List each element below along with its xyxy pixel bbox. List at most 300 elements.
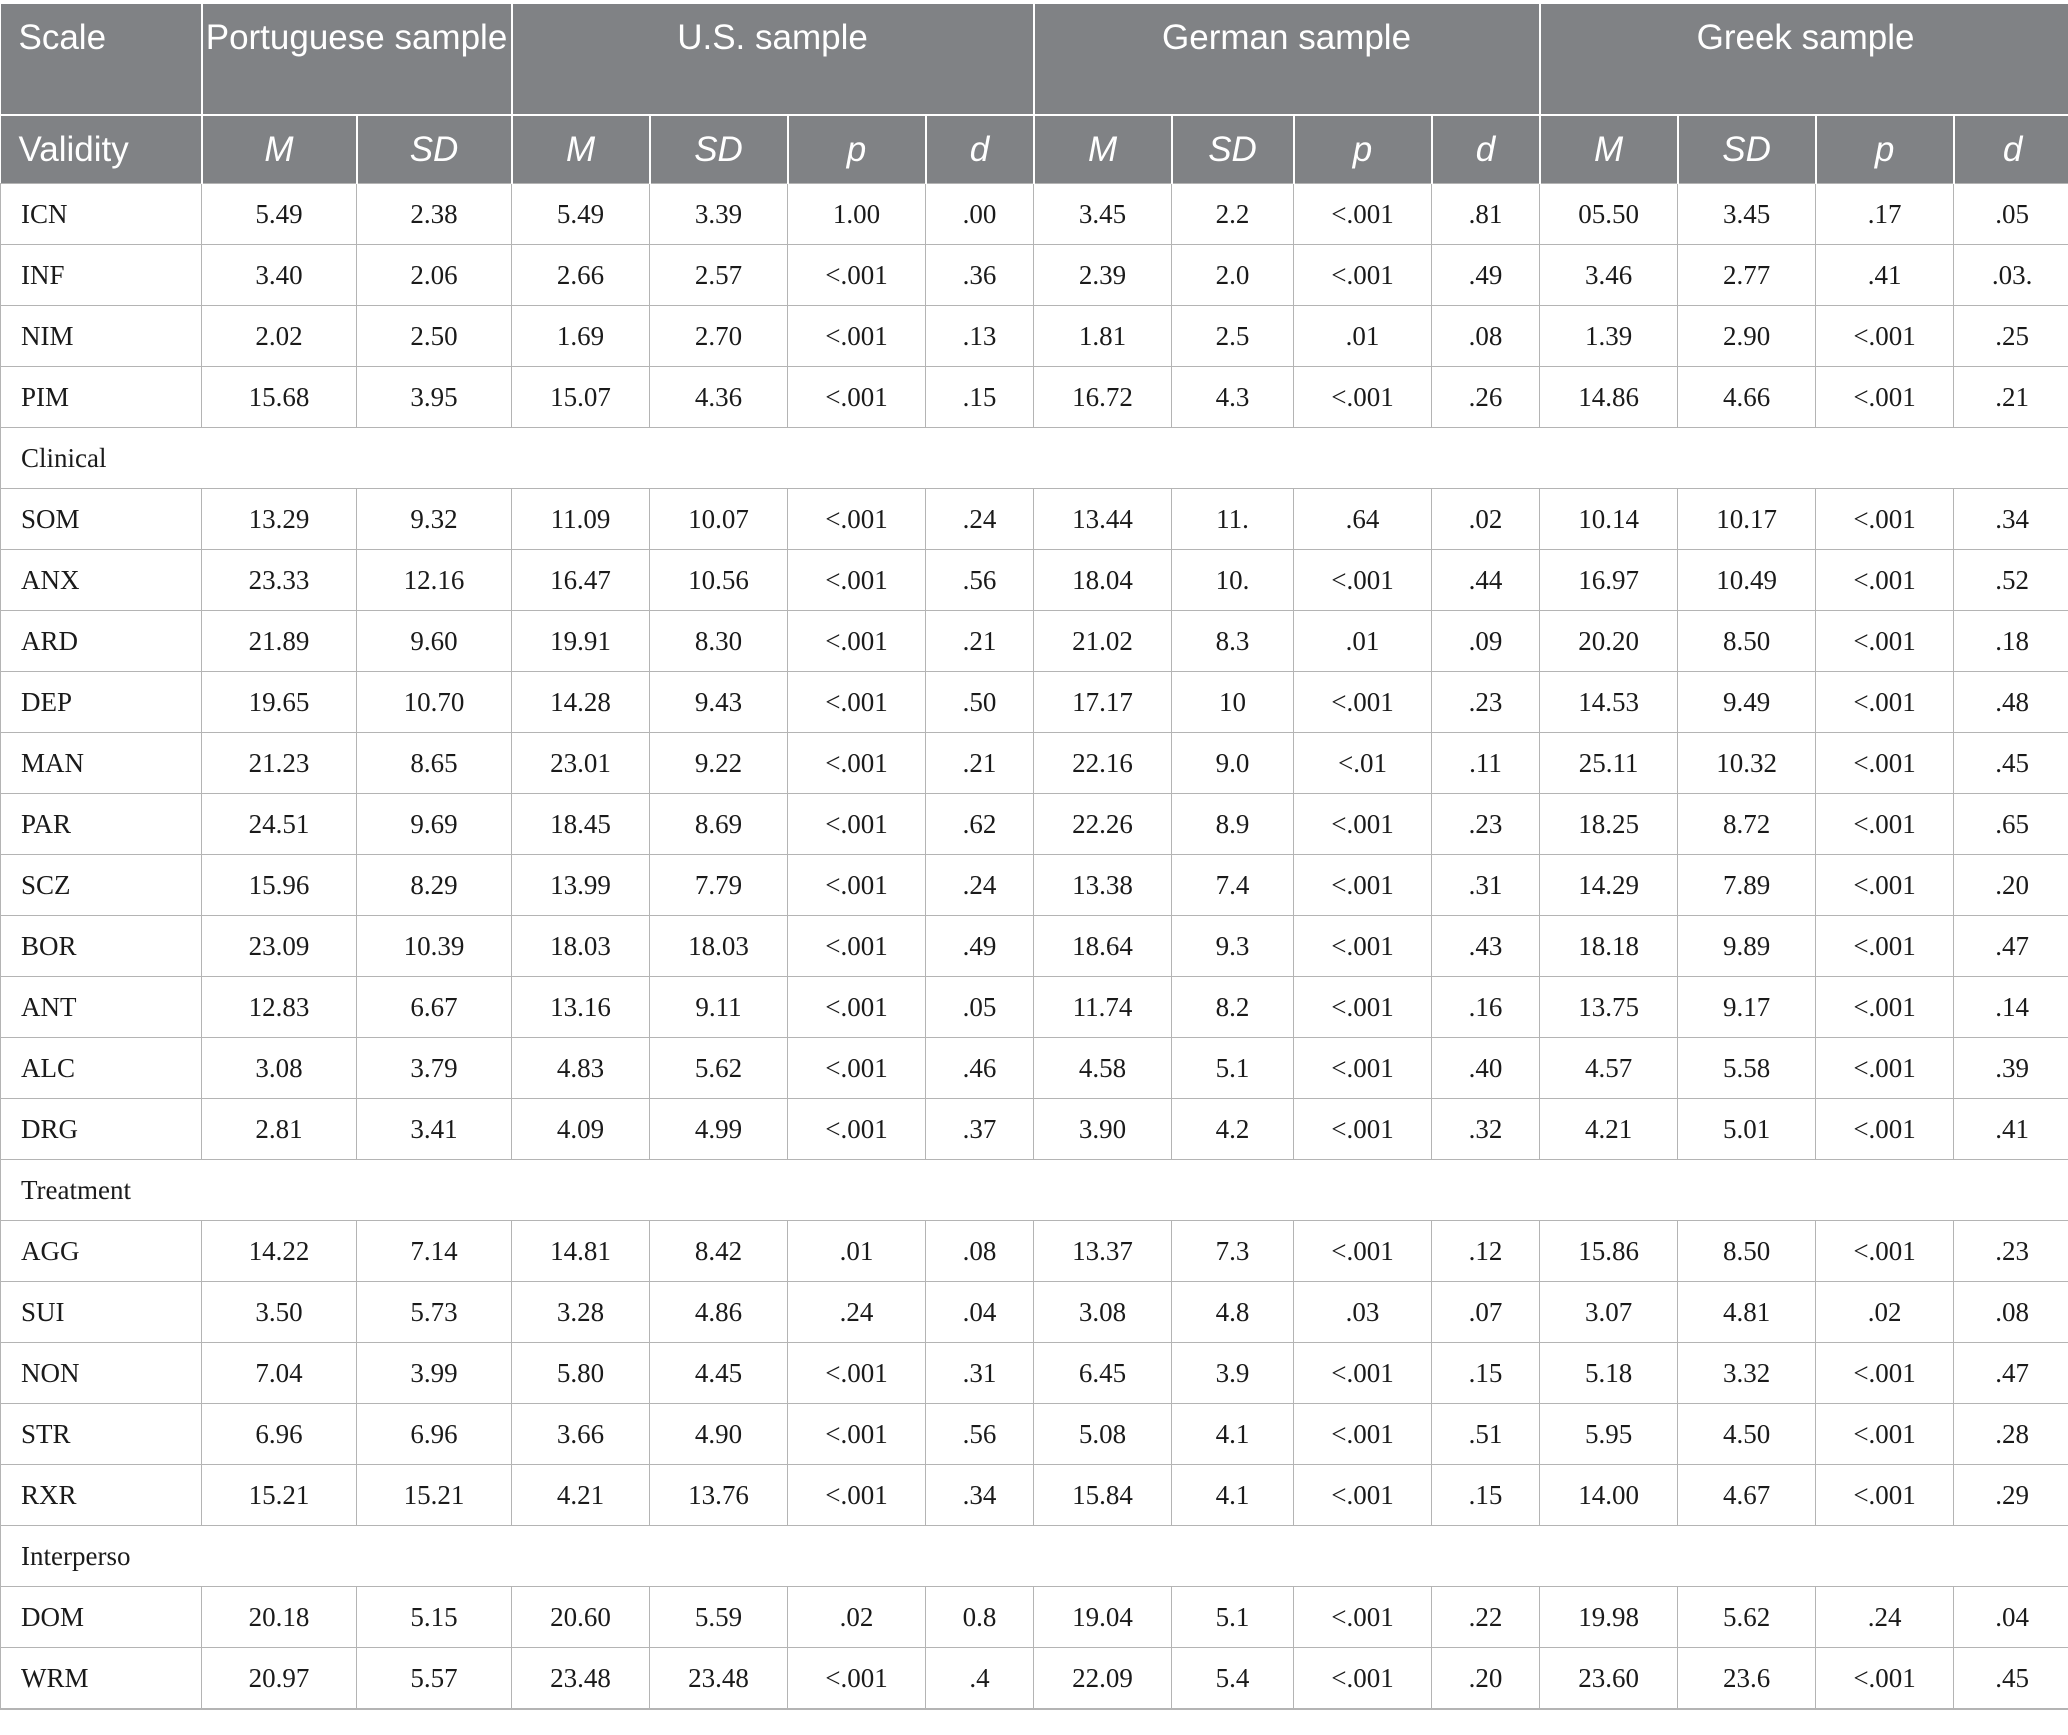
table-row [1, 611, 2068, 672]
header-row-groups [1, 4, 2068, 115]
table-cell: <.001 [1816, 489, 1954, 550]
table-cell: .17 [1816, 184, 1954, 245]
table-row [1, 306, 2068, 367]
table-cell: .03. [1954, 245, 2068, 306]
table-body [1, 184, 2068, 1710]
table-cell: .01 [1294, 306, 1432, 367]
table-cell: .16 [1432, 977, 1540, 1038]
table-cell: .15 [926, 367, 1034, 428]
table-cell: 7.4 [1172, 855, 1294, 916]
table-cell: 20.97 [202, 1648, 357, 1710]
table-row [1, 916, 2068, 977]
table-cell: 3.39 [650, 184, 788, 245]
table-row [1, 1587, 2068, 1648]
table-cell: <.001 [788, 672, 926, 733]
table-header [1, 4, 2068, 184]
table-cell: <.001 [788, 367, 926, 428]
table-cell: 1.00 [788, 184, 926, 245]
table-cell: .02 [788, 1587, 926, 1648]
table-cell: 12.83 [202, 977, 357, 1038]
header-group-portuguese: Portuguese sample [202, 4, 512, 115]
table-cell: 2.39 [1034, 245, 1172, 306]
row-label: SUI [1, 1282, 202, 1343]
table-cell: 9.17 [1678, 977, 1816, 1038]
table-cell: 8.65 [357, 733, 512, 794]
table-cell: 9.60 [357, 611, 512, 672]
table-cell: 25.11 [1540, 733, 1678, 794]
table-cell: .08 [1954, 1282, 2068, 1343]
table-cell: 5.01 [1678, 1099, 1816, 1160]
table-cell: 2.66 [512, 245, 650, 306]
header-scale: Scale [1, 4, 202, 115]
table-cell: 6.45 [1034, 1343, 1172, 1404]
header-stat: M [1540, 115, 1678, 184]
table-cell: 3.40 [202, 245, 357, 306]
table-cell: <.001 [1294, 672, 1432, 733]
table-cell: <.001 [1816, 1465, 1954, 1526]
table-cell: 3.46 [1540, 245, 1678, 306]
table-cell: <.001 [1816, 611, 1954, 672]
table-cell: .22 [1432, 1587, 1540, 1648]
table-cell: <.001 [1294, 367, 1432, 428]
header-stat: M [512, 115, 650, 184]
row-label: ALC [1, 1038, 202, 1099]
table-cell: 19.98 [1540, 1587, 1678, 1648]
table-cell: 4.99 [650, 1099, 788, 1160]
table-cell: .24 [788, 1282, 926, 1343]
table-cell: .21 [926, 733, 1034, 794]
table-cell: .08 [926, 1221, 1034, 1282]
row-label: ANT [1, 977, 202, 1038]
table-cell: 2.0 [1172, 245, 1294, 306]
table-cell: .26 [1432, 367, 1540, 428]
table-cell: .01 [788, 1221, 926, 1282]
table-cell: 8.29 [357, 855, 512, 916]
table-cell: .28 [1954, 1404, 2068, 1465]
table-cell: <.001 [788, 306, 926, 367]
section-label: Interperso [1, 1526, 2068, 1587]
table-cell: 8.50 [1678, 1221, 1816, 1282]
table-cell: 14.22 [202, 1221, 357, 1282]
table-row [1, 184, 2068, 245]
table-cell: <.001 [1294, 1465, 1432, 1526]
table-cell: 8.9 [1172, 794, 1294, 855]
header-row-stats [1, 115, 2068, 184]
table-cell: 9.32 [357, 489, 512, 550]
table-cell: .50 [926, 672, 1034, 733]
table-row [1, 672, 2068, 733]
table-cell: 3.41 [357, 1099, 512, 1160]
table-cell: 8.69 [650, 794, 788, 855]
table-cell: 5.1 [1172, 1038, 1294, 1099]
table-cell: <.001 [1294, 916, 1432, 977]
table-container [0, 4, 2068, 1710]
table-cell: 21.89 [202, 611, 357, 672]
table-cell: 4.81 [1678, 1282, 1816, 1343]
table-cell: .41 [1816, 245, 1954, 306]
table-cell: 3.32 [1678, 1343, 1816, 1404]
table-cell: 4.90 [650, 1404, 788, 1465]
table-cell: .45 [1954, 733, 2068, 794]
row-label: BOR [1, 916, 202, 977]
table-cell: 23.01 [512, 733, 650, 794]
table-cell: 10.14 [1540, 489, 1678, 550]
table-cell: <.001 [1294, 855, 1432, 916]
header-stat: SD [650, 115, 788, 184]
table-cell: 16.72 [1034, 367, 1172, 428]
table-cell: .36 [926, 245, 1034, 306]
table-cell: 5.18 [1540, 1343, 1678, 1404]
table-cell: 23.48 [512, 1648, 650, 1710]
table-cell: 5.73 [357, 1282, 512, 1343]
table-cell: 13.99 [512, 855, 650, 916]
table-cell: 7.3 [1172, 1221, 1294, 1282]
table-row [1, 977, 2068, 1038]
table-cell: <.001 [1294, 1587, 1432, 1648]
table-cell: 10. [1172, 550, 1294, 611]
table-cell: .09 [1432, 611, 1540, 672]
table-cell: .15 [1432, 1343, 1540, 1404]
table-cell: .02 [1816, 1282, 1954, 1343]
table-cell: .05 [926, 977, 1034, 1038]
table-cell: 13.29 [202, 489, 357, 550]
table-row [1, 1343, 2068, 1404]
table-cell: .01 [1294, 611, 1432, 672]
section-row [1, 428, 2068, 489]
table-cell: .39 [1954, 1038, 2068, 1099]
table-cell: <.001 [788, 1648, 926, 1710]
table-cell: 3.28 [512, 1282, 650, 1343]
table-row [1, 489, 2068, 550]
table-cell: 7.14 [357, 1221, 512, 1282]
table-cell: <.001 [1816, 550, 1954, 611]
header-stat: p [788, 115, 926, 184]
table-cell: .21 [1954, 367, 2068, 428]
table-cell: <.001 [1816, 733, 1954, 794]
table-cell: 6.67 [357, 977, 512, 1038]
table-cell: 19.91 [512, 611, 650, 672]
table-cell: 18.03 [650, 916, 788, 977]
table-cell: 05.50 [1540, 184, 1678, 245]
table-cell: .4 [926, 1648, 1034, 1710]
table-cell: .52 [1954, 550, 2068, 611]
table-cell: 1.69 [512, 306, 650, 367]
table-cell: .21 [926, 611, 1034, 672]
table-cell: 10 [1172, 672, 1294, 733]
table-cell: <.001 [1294, 1343, 1432, 1404]
table-cell: .47 [1954, 916, 2068, 977]
table-cell: 18.03 [512, 916, 650, 977]
header-stat: d [926, 115, 1034, 184]
section-row [1, 1526, 2068, 1587]
row-label: INF [1, 245, 202, 306]
table-cell: 11. [1172, 489, 1294, 550]
table-cell: 5.58 [1678, 1038, 1816, 1099]
table-cell: <.001 [788, 855, 926, 916]
table-cell: 8.3 [1172, 611, 1294, 672]
table-cell: 9.11 [650, 977, 788, 1038]
header-stat: SD [1678, 115, 1816, 184]
table-cell: <.001 [788, 489, 926, 550]
table-cell: <.001 [1294, 794, 1432, 855]
table-cell: 3.99 [357, 1343, 512, 1404]
table-row [1, 550, 2068, 611]
row-label: PIM [1, 367, 202, 428]
table-cell: 9.43 [650, 672, 788, 733]
table-cell: 2.50 [357, 306, 512, 367]
table-cell: 3.95 [357, 367, 512, 428]
table-cell: 18.25 [1540, 794, 1678, 855]
table-cell: <.001 [788, 1038, 926, 1099]
table-cell: <.001 [1816, 1099, 1954, 1160]
table-cell: 17.17 [1034, 672, 1172, 733]
table-cell: 11.74 [1034, 977, 1172, 1038]
table-cell: 23.48 [650, 1648, 788, 1710]
table-cell: 8.72 [1678, 794, 1816, 855]
table-cell: 14.86 [1540, 367, 1678, 428]
table-cell: .13 [926, 306, 1034, 367]
table-row [1, 1648, 2068, 1710]
table-cell: 20.60 [512, 1587, 650, 1648]
table-cell: 6.96 [357, 1404, 512, 1465]
table-cell: .65 [1954, 794, 2068, 855]
header-stat: d [1432, 115, 1540, 184]
table-cell: .49 [1432, 245, 1540, 306]
table-cell: .08 [1432, 306, 1540, 367]
table-cell: 5.1 [1172, 1587, 1294, 1648]
table-cell: 2.06 [357, 245, 512, 306]
table-cell: 9.0 [1172, 733, 1294, 794]
table-cell: <.001 [1816, 306, 1954, 367]
table-cell: 3.90 [1034, 1099, 1172, 1160]
header-stat: SD [357, 115, 512, 184]
row-label: SOM [1, 489, 202, 550]
table-cell: <.001 [1294, 977, 1432, 1038]
table-cell: .02 [1432, 489, 1540, 550]
table-cell: 4.67 [1678, 1465, 1816, 1526]
table-cell: 4.86 [650, 1282, 788, 1343]
table-cell: 5.49 [512, 184, 650, 245]
table-cell: .32 [1432, 1099, 1540, 1160]
row-label: SCZ [1, 855, 202, 916]
table-cell: 23.6 [1678, 1648, 1816, 1710]
header-stat: p [1294, 115, 1432, 184]
table-cell: 18.04 [1034, 550, 1172, 611]
table-cell: .43 [1432, 916, 1540, 977]
table-row [1, 1038, 2068, 1099]
table-cell: .14 [1954, 977, 2068, 1038]
table-cell: .03 [1294, 1282, 1432, 1343]
table-cell: 22.16 [1034, 733, 1172, 794]
table-cell: <.001 [1816, 1648, 1954, 1710]
table-cell: .64 [1294, 489, 1432, 550]
table-cell: .49 [926, 916, 1034, 977]
table-cell: 5.08 [1034, 1404, 1172, 1465]
table-cell: <.001 [788, 1404, 926, 1465]
table-cell: 5.80 [512, 1343, 650, 1404]
table-cell: .47 [1954, 1343, 2068, 1404]
table-cell: 3.08 [202, 1038, 357, 1099]
row-label: PAR [1, 794, 202, 855]
table-cell: 2.38 [357, 184, 512, 245]
table-cell: 22.09 [1034, 1648, 1172, 1710]
table-cell: 15.84 [1034, 1465, 1172, 1526]
table-cell: 4.1 [1172, 1465, 1294, 1526]
row-label: AGG [1, 1221, 202, 1282]
table-cell: .48 [1954, 672, 2068, 733]
row-label: WRM [1, 1648, 202, 1710]
table-cell: 5.49 [202, 184, 357, 245]
table-cell: 6.96 [202, 1404, 357, 1465]
table-cell: 8.2 [1172, 977, 1294, 1038]
table-cell: 3.07 [1540, 1282, 1678, 1343]
table-cell: 20.18 [202, 1587, 357, 1648]
table-cell: 4.45 [650, 1343, 788, 1404]
row-label: ANX [1, 550, 202, 611]
table-cell: 3.45 [1034, 184, 1172, 245]
table-cell: 5.15 [357, 1587, 512, 1648]
table-cell: 4.09 [512, 1099, 650, 1160]
table-cell: 13.76 [650, 1465, 788, 1526]
table-cell: 13.75 [1540, 977, 1678, 1038]
table-cell: 1.39 [1540, 306, 1678, 367]
row-label: NON [1, 1343, 202, 1404]
table-row [1, 794, 2068, 855]
table-cell: 23.33 [202, 550, 357, 611]
table-cell: .62 [926, 794, 1034, 855]
table-cell: 14.29 [1540, 855, 1678, 916]
row-label: NIM [1, 306, 202, 367]
table-cell: <.001 [1816, 367, 1954, 428]
table-cell: .12 [1432, 1221, 1540, 1282]
table-cell: <.001 [1294, 1404, 1432, 1465]
table-cell: <.001 [1294, 550, 1432, 611]
table-cell: 5.95 [1540, 1404, 1678, 1465]
table-cell: 2.2 [1172, 184, 1294, 245]
row-label: RXR [1, 1465, 202, 1526]
table-cell: 21.23 [202, 733, 357, 794]
table-cell: 9.89 [1678, 916, 1816, 977]
section-row [1, 1160, 2068, 1221]
table-cell: 14.53 [1540, 672, 1678, 733]
row-label: DOM [1, 1587, 202, 1648]
table-cell: <.01 [1294, 733, 1432, 794]
header-group-german: German sample [1034, 4, 1540, 115]
table-cell: 18.45 [512, 794, 650, 855]
table-cell: .56 [926, 550, 1034, 611]
table-cell: .05 [1954, 184, 2068, 245]
table-cell: 22.26 [1034, 794, 1172, 855]
table-cell: .34 [1954, 489, 2068, 550]
table-cell: .18 [1954, 611, 2068, 672]
table-cell: .00 [926, 184, 1034, 245]
table-row [1, 1282, 2068, 1343]
table-cell: <.001 [1816, 1038, 1954, 1099]
table-cell: <.001 [788, 245, 926, 306]
table-cell: 2.77 [1678, 245, 1816, 306]
row-label: ARD [1, 611, 202, 672]
table-cell: 4.21 [512, 1465, 650, 1526]
header-stat: M [1034, 115, 1172, 184]
table-cell: 14.81 [512, 1221, 650, 1282]
table-cell: 13.37 [1034, 1221, 1172, 1282]
header-validity: Validity [1, 115, 202, 184]
header-group-greek: Greek sample [1540, 4, 2068, 115]
table-cell: .31 [1432, 855, 1540, 916]
table-cell: <.001 [1816, 977, 1954, 1038]
table-cell: 7.79 [650, 855, 788, 916]
table-cell: 10.56 [650, 550, 788, 611]
table-cell: .24 [926, 855, 1034, 916]
row-label: STR [1, 1404, 202, 1465]
table-cell: 13.44 [1034, 489, 1172, 550]
table-cell: 3.66 [512, 1404, 650, 1465]
table-cell: 0.8 [926, 1587, 1034, 1648]
table-cell: .25 [1954, 306, 2068, 367]
table-cell: <.001 [1294, 1038, 1432, 1099]
table-cell: .23 [1432, 794, 1540, 855]
table-cell: .46 [926, 1038, 1034, 1099]
comparison-table [0, 4, 2068, 1710]
table-cell: 2.57 [650, 245, 788, 306]
table-cell: .04 [926, 1282, 1034, 1343]
table-cell: .41 [1954, 1099, 2068, 1160]
table-row [1, 245, 2068, 306]
header-stat: M [202, 115, 357, 184]
table-row [1, 733, 2068, 794]
table-cell: 15.21 [357, 1465, 512, 1526]
table-cell: 15.86 [1540, 1221, 1678, 1282]
table-cell: <.001 [788, 916, 926, 977]
table-cell: .23 [1432, 672, 1540, 733]
table-cell: 4.50 [1678, 1404, 1816, 1465]
table-cell: .37 [926, 1099, 1034, 1160]
table-cell: <.001 [788, 733, 926, 794]
table-cell: 19.65 [202, 672, 357, 733]
table-cell: 9.69 [357, 794, 512, 855]
table-row [1, 1221, 2068, 1282]
table-cell: .11 [1432, 733, 1540, 794]
table-cell: 19.04 [1034, 1587, 1172, 1648]
row-label: MAN [1, 733, 202, 794]
table-cell: <.001 [1816, 794, 1954, 855]
table-row [1, 1404, 2068, 1465]
table-cell: <.001 [1816, 916, 1954, 977]
table-cell: 3.9 [1172, 1343, 1294, 1404]
table-cell: 18.64 [1034, 916, 1172, 977]
section-label: Treatment [1, 1160, 2068, 1221]
table-cell: .56 [926, 1404, 1034, 1465]
table-row [1, 1099, 2068, 1160]
table-cell: <.001 [788, 1465, 926, 1526]
table-cell: 2.02 [202, 306, 357, 367]
table-cell: 5.57 [357, 1648, 512, 1710]
table-cell: 15.96 [202, 855, 357, 916]
table-cell: <.001 [1816, 855, 1954, 916]
table-cell: 9.49 [1678, 672, 1816, 733]
table-cell: 3.45 [1678, 184, 1816, 245]
table-cell: .20 [1954, 855, 2068, 916]
header-stat: d [1954, 115, 2068, 184]
table-cell: <.001 [1294, 184, 1432, 245]
table-cell: <.001 [1816, 1343, 1954, 1404]
table-cell: 2.5 [1172, 306, 1294, 367]
table-cell: 10.32 [1678, 733, 1816, 794]
table-cell: 4.1 [1172, 1404, 1294, 1465]
table-cell: 10.17 [1678, 489, 1816, 550]
table-cell: 24.51 [202, 794, 357, 855]
table-cell: 14.00 [1540, 1465, 1678, 1526]
